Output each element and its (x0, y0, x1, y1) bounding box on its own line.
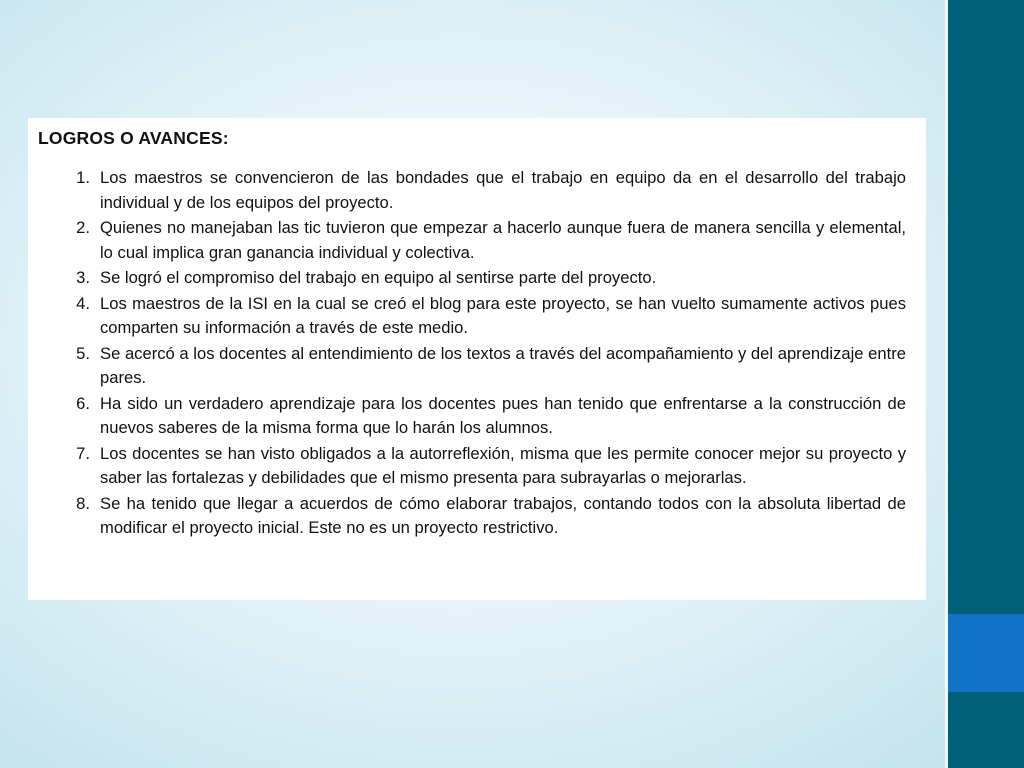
list-item-text: Los docentes se han visto obligados a la autorreflexión, misma que les permite conocer mejor su proyecto y saber las fortalezas y debilidades que el mismo presenta para subrayarlas o mejorarlas. (100, 443, 906, 487)
list-item-text: Quienes no manejaban las tic tuvieron que empezar a hacerlo aunque fuera de manera sencilla y elemental, lo cual implica gran ganancia individual y colectiva. (100, 218, 906, 262)
list-item-number: 1. (76, 168, 90, 187)
list-item-text: Se logró el compromiso del trabajo en equipo al sentirse parte del proyecto. (100, 268, 657, 287)
document-heading: LOGROS O AVANCES: (38, 128, 229, 148)
list-item (38, 166, 906, 215)
achievements-list (38, 166, 906, 541)
list-item-number: 7. (76, 443, 90, 463)
list-item (38, 342, 906, 391)
right-bar-accent-block (948, 614, 1024, 692)
list-item-text: Ha sido un verdadero aprendizaje para los docentes pues han tenido que enfrentarse a la construcción de nuevos saberes de la misma forma que lo harán los alumnos. (100, 393, 906, 437)
list-item (38, 392, 906, 441)
list-item-number: 8. (76, 493, 90, 513)
list-item-text: Los maestros de la ISI en la cual se creó el blog para este proyecto, se han vuelto sumamente activos pues comparten su información a través de este medio. (100, 293, 906, 337)
list-item-text: Se acercó a los docentes al entendimiento de los textos a través del acompañamiento y del aprendizaje entre pares. (100, 343, 906, 387)
list-item-text: Los maestros se convencieron de las bondades que el trabajo en equipo da en el desarrollo del trabajo individual y de los equipos del proyecto. (100, 168, 906, 212)
list-item-text: Se ha tenido que llegar a acuerdos de cómo elaborar trabajos, contando todos con la absoluta libertad de modificar el proyecto inicial. Este no es un proyecto restrictivo. (100, 493, 906, 537)
list-item-number: 6. (76, 393, 90, 413)
list-item (38, 216, 906, 265)
list-item-number: 4. (76, 293, 90, 313)
list-item-number: 2. (76, 218, 90, 237)
document-image-panel (28, 118, 926, 600)
list-item (38, 292, 906, 341)
list-item (38, 266, 906, 291)
list-item-number: 3. (76, 268, 90, 287)
list-item (38, 492, 906, 541)
list-item-number: 5. (76, 343, 90, 363)
list-item (38, 442, 906, 491)
